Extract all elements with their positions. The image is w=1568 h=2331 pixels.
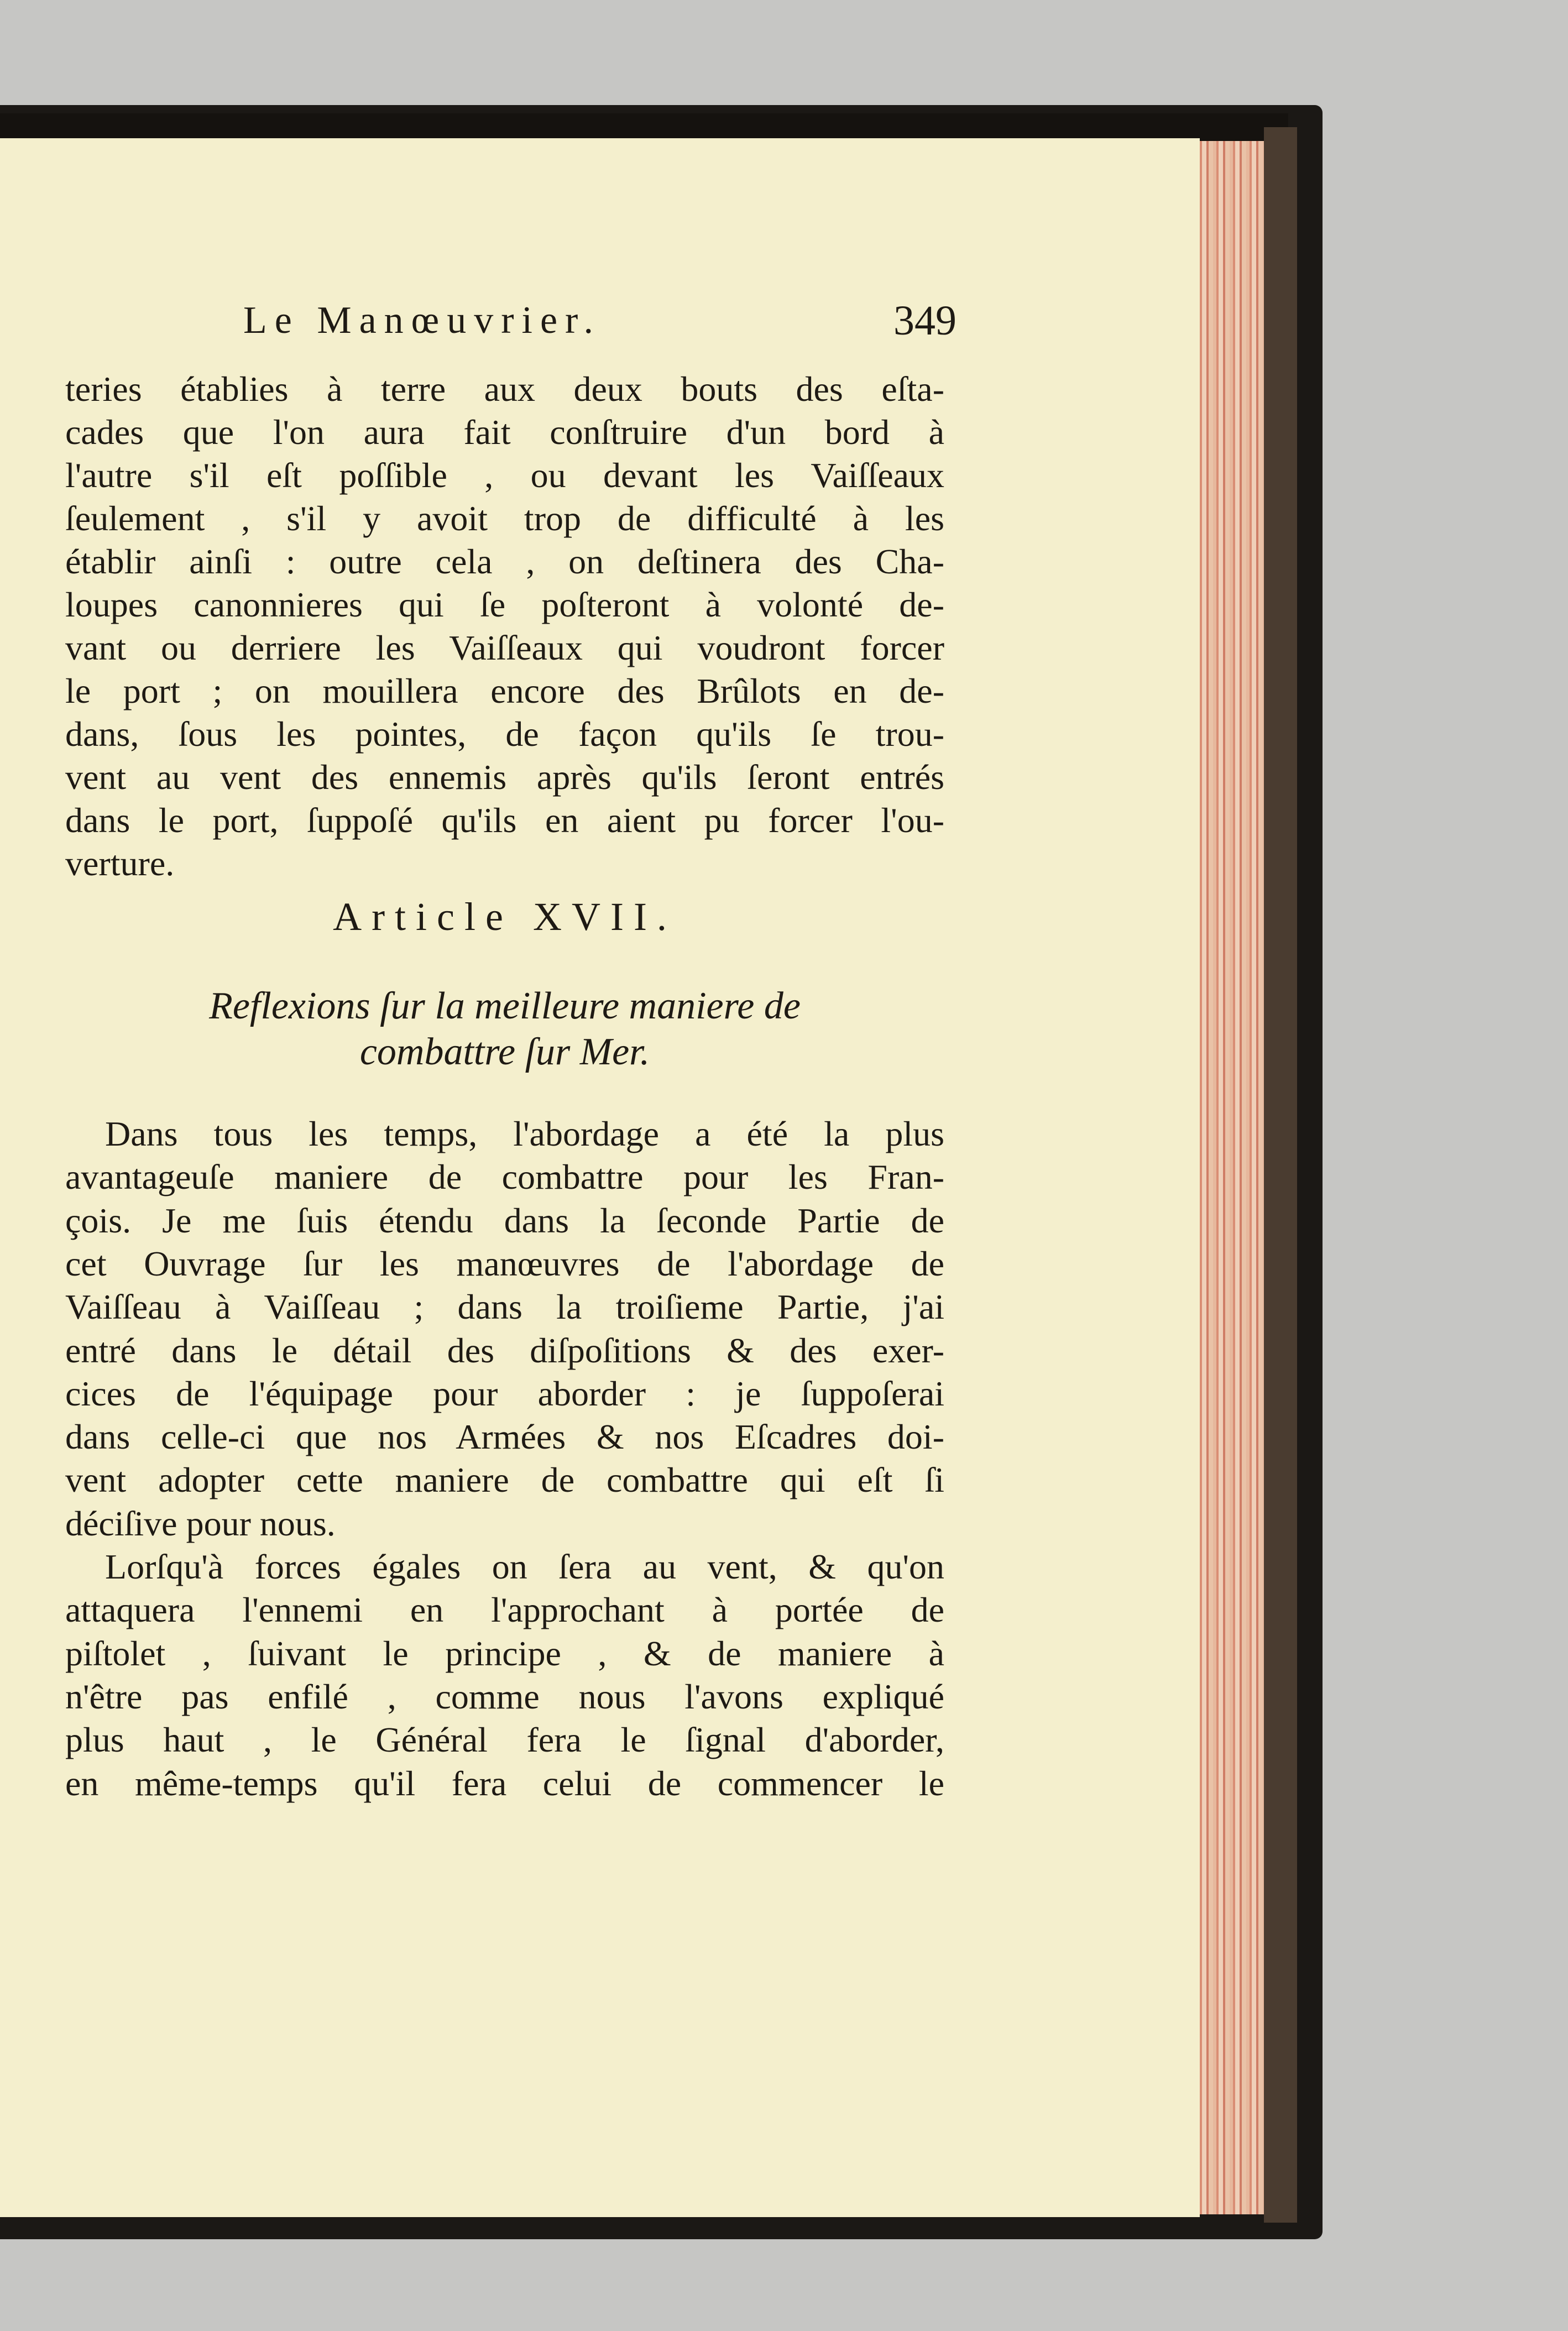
text-line: entré dans le détail des diſpoſitions & des exer- — [65, 1330, 944, 1370]
section-subtitle-line-2: combattre ſur Mer. — [359, 1031, 650, 1073]
section-subtitle-line-1: Reflexions ſur la meilleure maniere de — [209, 985, 801, 1027]
text-line: avantageuſe maniere de combattre pour les Fran- — [65, 1157, 944, 1197]
text-line: vant ou derriere les Vaiſſeaux qui voudront forcer — [65, 628, 944, 667]
text-line: cades que l'on aura fait conſtruire d'un bord à — [65, 412, 944, 452]
binding-edge — [0, 113, 1288, 141]
page-edges — [1196, 141, 1264, 2214]
text-line: vent au vent des ennemis après qu'ils ſeront entrés — [65, 757, 944, 797]
text-line: teries établies à terre aux deux bouts des eſta- — [65, 369, 944, 409]
text-line: dans, ſous les pointes, de façon qu'ils ſe trou- — [65, 714, 944, 754]
cover-edge — [1264, 127, 1297, 2223]
text-line: Vaiſſeau à Vaiſſeau ; dans la troiſieme Partie, j'ai — [65, 1287, 944, 1327]
text-line: çois. Je me ſuis étendu dans la ſeconde Partie de — [65, 1200, 944, 1240]
running-header — [243, 299, 957, 343]
text-line: n'être pas enfilé , comme nous l'avons expliqué — [65, 1676, 944, 1716]
text-line: vent adopter cette maniere de combattre qui eſt ſi — [65, 1460, 944, 1500]
text-line: piſtolet , ſuivant le principe , & de maniere à — [65, 1633, 944, 1673]
article-heading: Article XVII. — [333, 895, 677, 939]
running-title: Le Manœuvrier. — [243, 299, 601, 342]
text-line: attaquera l'ennemi en l'approchant à portée de — [65, 1590, 944, 1630]
text-line: l'autre s'il eſt poſſible , ou devant les Vaiſſeaux — [65, 456, 944, 495]
text-line: dans le port, ſuppoſé qu'ils en aient pu forcer l'ou- — [65, 801, 944, 840]
text-line: établir ainſi : outre cela , on deſtinera des Cha- — [65, 542, 944, 581]
text-line: cices de l'équipage pour aborder : je ſuppoſerai — [65, 1373, 944, 1413]
text-line: verture. — [65, 844, 175, 883]
text-line: Dans tous les temps, l'abordage a été la plus — [105, 1114, 944, 1153]
text-line: plus haut , le Général fera le ſignal d'aborder, — [65, 1720, 944, 1760]
text-line: cet Ouvrage ſur les manœuvres de l'abordage de — [65, 1243, 944, 1283]
text-line: dans celle-ci que nos Armées & nos Eſcadres doi- — [65, 1417, 944, 1457]
text-line: loupes canonnieres qui ſe poſteront à volonté de- — [65, 585, 944, 624]
text-line: déciſive pour nous. — [65, 1503, 336, 1543]
text-line: en même-temps qu'il fera celui de commencer le — [65, 1763, 944, 1803]
page-number: 349 — [893, 297, 957, 344]
text-line: Lorſqu'à forces égales on ſera au vent, & qu'on — [105, 1547, 944, 1586]
text-line: ſeulement , s'il y avoit trop de difficulté à les — [65, 499, 944, 538]
text-line: le port ; on mouillera encore des Brûlots en de- — [65, 671, 944, 710]
